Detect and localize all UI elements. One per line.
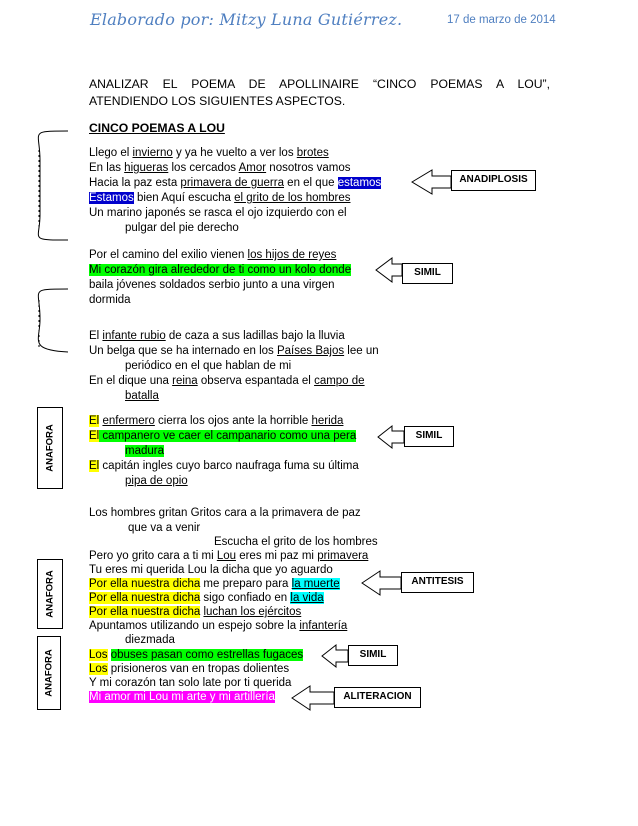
instructions-line2: ATENDIENDO LOS SIGUIENTES ASPECTOS. — [89, 94, 346, 108]
poem-line: Llego el invierno y ya he vuelto a ver los brotes — [89, 147, 329, 159]
poem-line: El infante rubio de caza a sus ladillas bajo la lluvia — [89, 330, 345, 342]
arrow-simil-1 — [376, 258, 402, 282]
bracket-2 — [38, 289, 68, 352]
instructions-line1: ANALIZAR EL POEMA DE APOLLINAIRE “CINCO POEMAS A LOU”, — [89, 77, 550, 91]
poem-line: dormida — [89, 294, 131, 306]
arrow-simil-2 — [378, 426, 404, 448]
label-simil-1: SIMIL — [402, 263, 453, 284]
label-simil-2: SIMIL — [404, 426, 454, 447]
poem-line: Por ella nuestra dicha me preparo para la muerte — [89, 578, 340, 590]
poem-line: periódico en el que hablan de mi — [125, 360, 292, 372]
poem-line: baila jóvenes soldados serbio junto a una virgen — [89, 279, 335, 291]
poem-line: Tu eres mi querida Lou la dicha que yo aguardo — [89, 564, 333, 576]
poem-line: pulgar del pie derecho — [125, 222, 239, 234]
poem-line: Mi corazón gira alrededor de ti como un kolo donde — [89, 264, 352, 276]
poem-line: Un marino japonés se rasca el ojo izquierdo con el — [89, 207, 347, 219]
poem-line: El enfermero cierra los ojos ante la horrible herida — [89, 415, 344, 427]
poem-line: Por ella nuestra dicha sigo confiado en la vida — [89, 592, 324, 604]
poem-line: Un belga que se ha internado en los Países Bajos lee un — [89, 345, 379, 357]
poem-line: Escucha el grito de los hombres — [214, 536, 378, 548]
header-author: Elaborado por: Mitzy Luna Gutiérrez. — [90, 10, 403, 29]
arrow-simil-3 — [322, 645, 348, 667]
arrow-anadiplosis — [412, 170, 451, 194]
poem-line: batalla — [125, 390, 159, 402]
poem-line: Los prisioneros van en tropas dolientes — [89, 663, 290, 675]
label-aliteracion: ALITERACION — [334, 687, 421, 708]
bracket-1 — [38, 131, 68, 240]
label-anafora-1: ANAFORA — [37, 407, 63, 489]
poem-line: Mi amor mi Lou mi arte y mi artillería — [89, 691, 275, 703]
label-antitesis: ANTITESIS — [401, 572, 474, 593]
label-simil-3: SIMIL — [348, 645, 398, 666]
poem-line: Y mi corazón tan solo late por ti querida — [89, 677, 292, 689]
poem-line: que va a venir — [128, 522, 201, 534]
label-anafora-2: ANAFORA — [37, 559, 63, 629]
poem-line: pipa de opio — [125, 475, 188, 487]
label-anafora-3: ANAFORA — [37, 636, 61, 710]
poem-line: En el dique una reina observa espantada el campo de — [89, 375, 365, 387]
poem-line: El capitán ingles cuyo barco naufraga fuma su última — [89, 460, 359, 472]
poem-line: El campanero ve caer el campanario como una pera — [89, 430, 357, 442]
header-date: 17 de marzo de 2014 — [447, 14, 556, 26]
poem-line: Apuntamos utilizando un espejo sobre la infantería — [89, 620, 348, 632]
poem-line: madura — [125, 445, 164, 457]
poem-line: Por ella nuestra dicha luchan los ejércitos — [89, 606, 302, 618]
label-anadiplosis: ANADIPLOSIS — [451, 170, 536, 191]
poem-title: CINCO POEMAS A LOU — [89, 121, 225, 135]
poem-line: Estamos bien Aquí escucha el grito de los hombres — [89, 192, 351, 204]
poem-line: Por el camino del exilio vienen los hijos de reyes — [89, 249, 337, 261]
arrow-aliteracion — [292, 686, 334, 710]
poem-line: Pero yo grito cara a ti mi Lou eres mi paz mi primavera — [89, 550, 369, 562]
poem-line: Los obuses pasan como estrellas fugaces — [89, 649, 304, 661]
poem-line: En las higueras los cercados Amor nosotros vamos — [89, 162, 351, 174]
poem-line: Hacia la paz esta primavera de guerra en el que estamos — [89, 177, 382, 189]
arrow-antitesis — [362, 571, 401, 595]
poem-line: Los hombres gritan Gritos cara a la primavera de paz — [89, 507, 361, 519]
poem-line: diezmada — [125, 634, 175, 646]
